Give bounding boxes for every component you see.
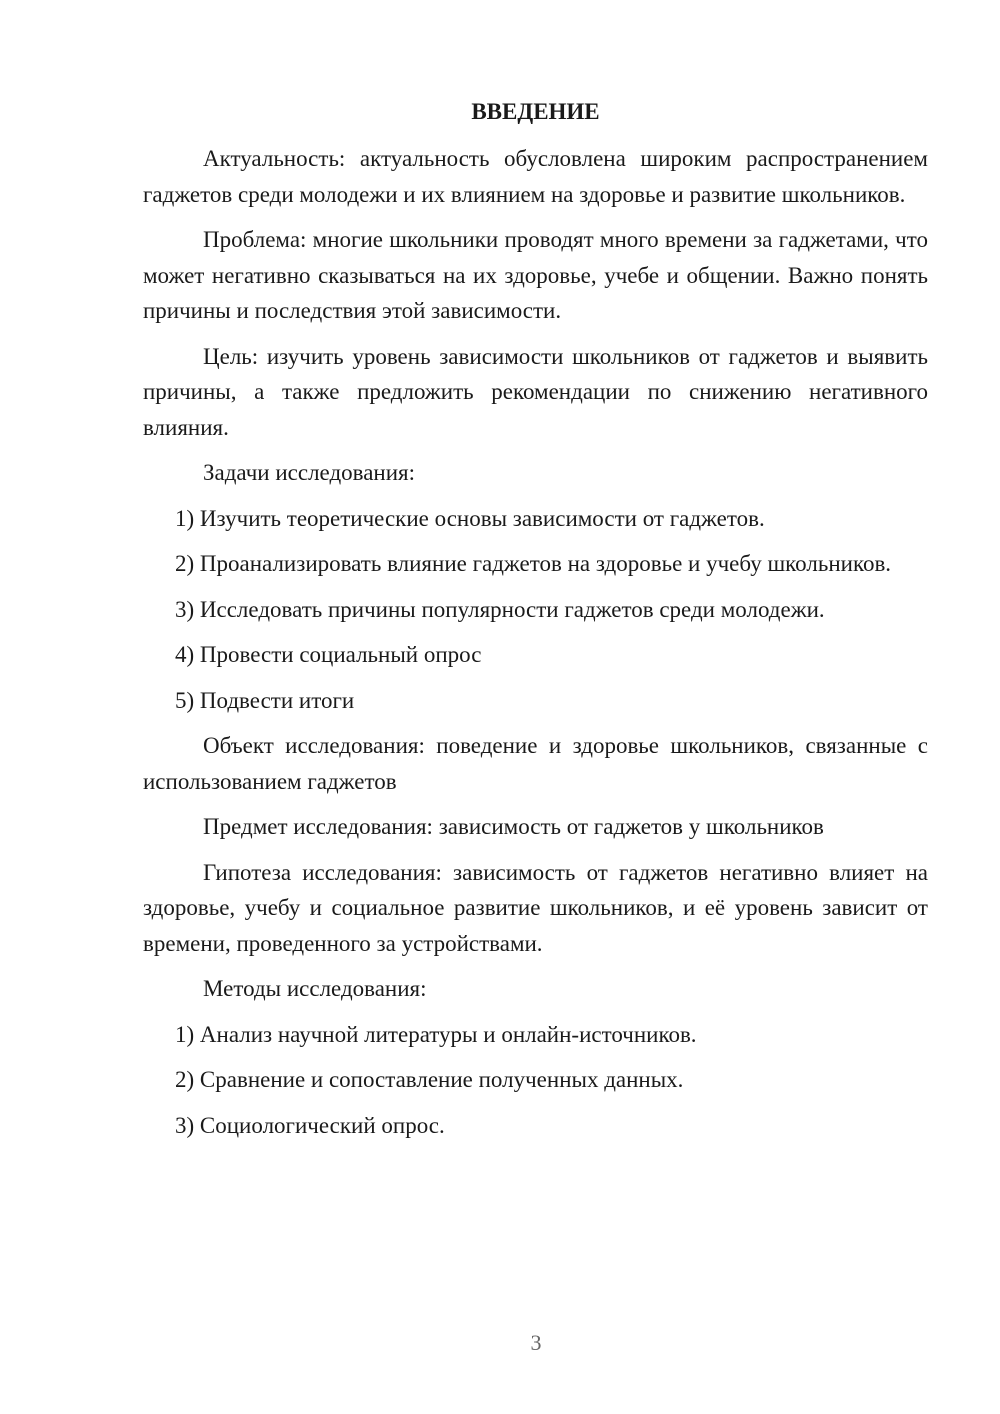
tasks-title: Задачи исследования: <box>203 460 416 485</box>
methods-title: Методы исследования: <box>203 976 427 1001</box>
hypothesis-paragraph: Гипотеза исследования: зависимость от гаджетов негативно влияет на здоровье, учебу и социальное развитие школьников, и её уровень зависит от времени, проведенного за устройствами. <box>143 859 928 956</box>
task-item-2: 2) Проанализировать влияние гаджетов на здоровье и учебу школьников. <box>175 551 892 576</box>
page-content <box>143 94 928 1153</box>
task-item-3: 3) Исследовать причины популярности гаджетов среди молодежи. <box>175 596 825 622</box>
method-item-1: 1) Анализ научной литературы и онлайн-источников. <box>175 1021 697 1047</box>
section-heading: ВВЕДЕНИЕ <box>471 99 600 124</box>
relevance-paragraph: Актуальность: актуальность обусловлена широким распространением гаджетов среди молодежи и их влиянием на здоровье и развитие школьников. <box>143 146 928 207</box>
object-paragraph: Объект исследования: поведение и здоровье школьников, связанные с использованием гаджетов <box>143 733 928 794</box>
method-item-3: 3) Социологический опрос. <box>175 1112 445 1138</box>
task-item-5: 5) Подвести итоги <box>175 687 355 713</box>
task-item-1: 1) Изучить теоретические основы зависимости от гаджетов. <box>175 505 765 531</box>
page-number: 3 <box>530 1330 542 1355</box>
method-item-2: 2) Сравнение и сопоставление полученных данных. <box>175 1067 684 1092</box>
problem-paragraph: Проблема: многие школьники проводят много времени за гаджетами, что может негативно сказываться на их здоровье, учебе и общении. Важно понять причины и последствия этой зависимости. <box>143 227 928 323</box>
task-item-4: 4) Провести социальный опрос <box>175 642 482 667</box>
goal-paragraph: Цель: изучить уровень зависимости школьников от гаджетов и выявить причины, а также предложить рекомендации по снижению негативного влияния. <box>143 343 928 440</box>
subject-paragraph: Предмет исследования: зависимость от гаджетов у школьников <box>203 814 824 839</box>
